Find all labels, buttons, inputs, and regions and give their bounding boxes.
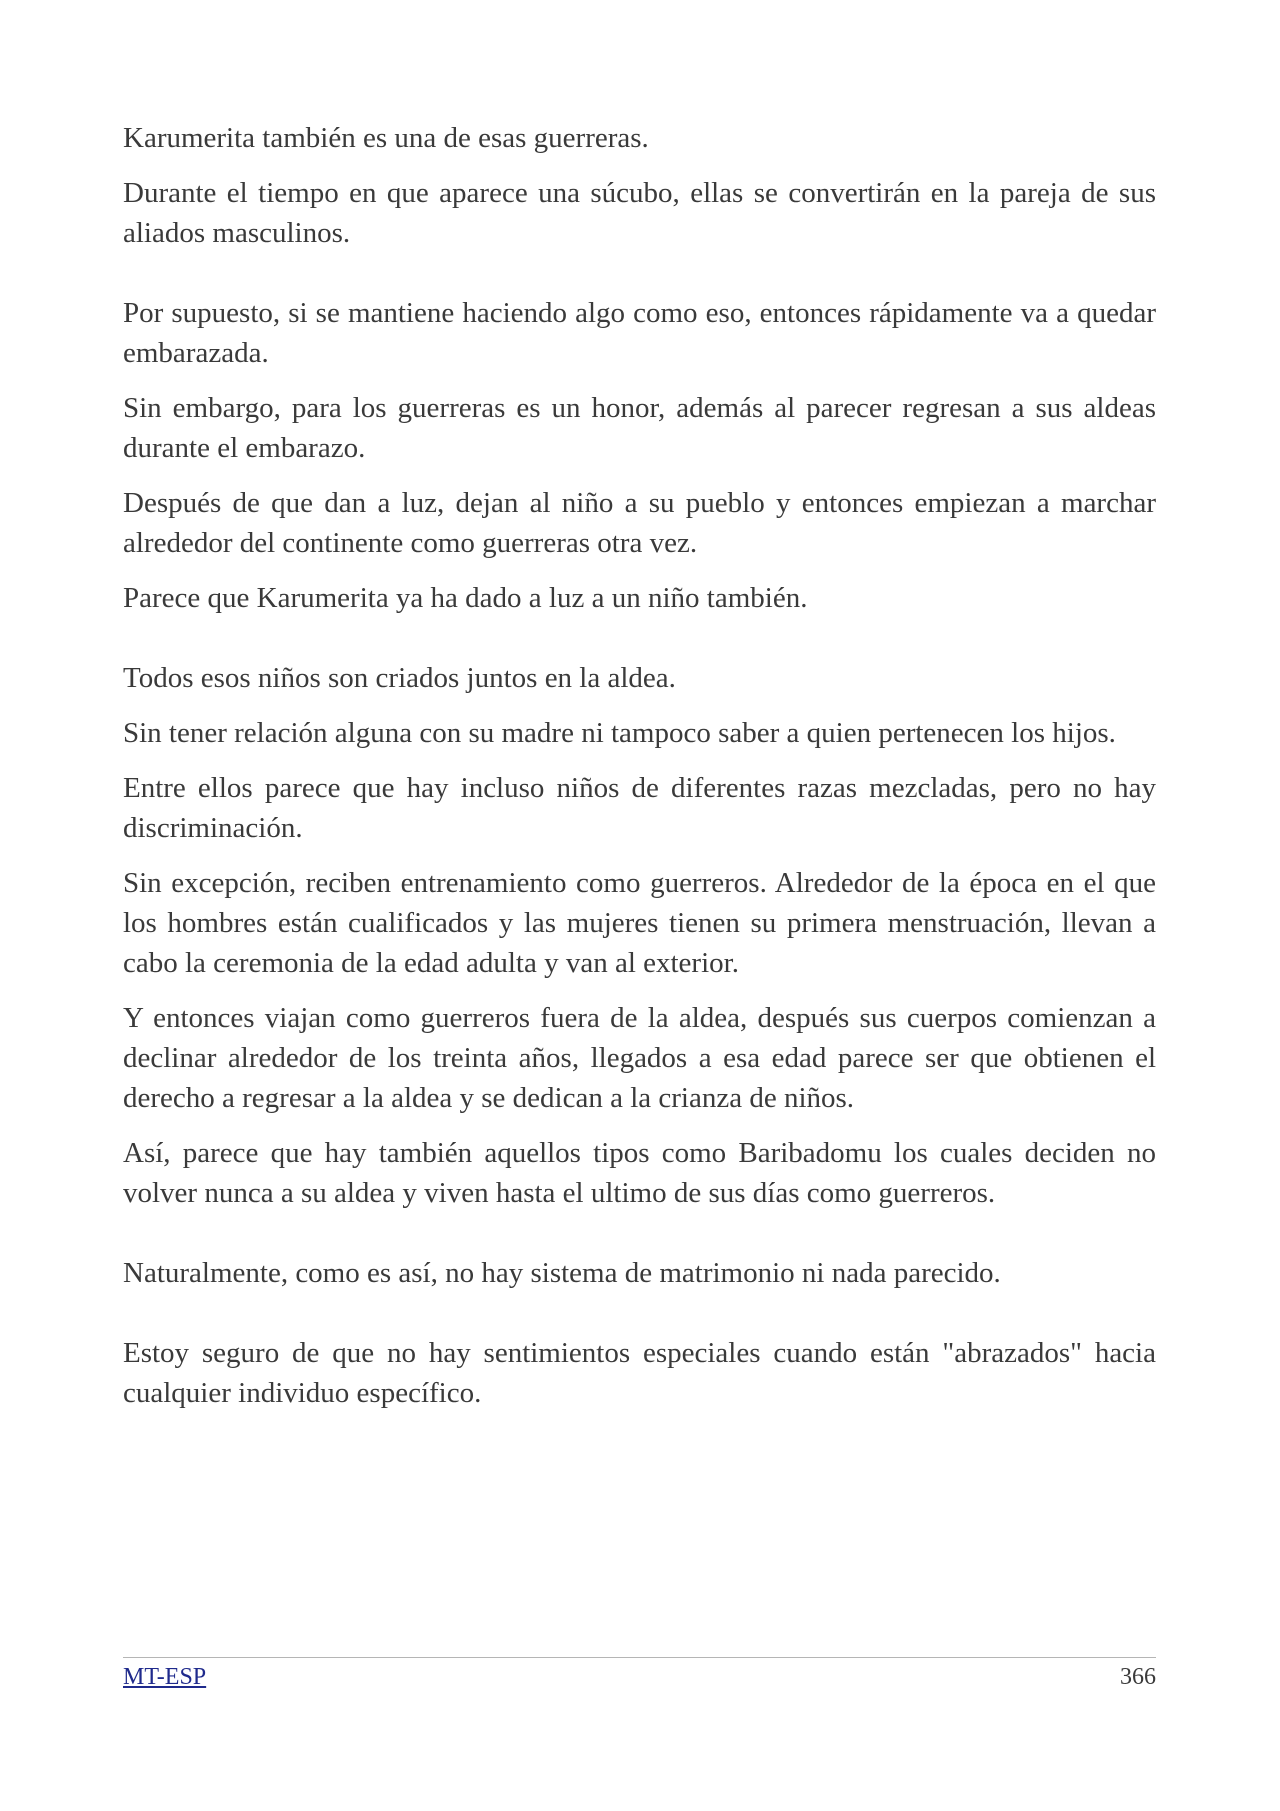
body-paragraph: Después de que dan a luz, dejan al niño a su pueblo y entonces empiezan a marchar alrededor del continente como guerreras otra vez. xyxy=(123,487,1156,559)
body-paragraph: Y entonces viajan como guerreros fuera de la aldea, después sus cuerpos comienzan a declinar alrededor de los treinta años, llegados a esa edad parece ser que obtienen el derecho a regresar a la aldea y se dedican a la crianza de niños. xyxy=(123,1002,1156,1114)
body-paragraph: Karumerita también es una de esas guerreras. xyxy=(123,122,649,154)
body-paragraph: Sin excepción, reciben entrenamiento como guerreros. Alrededor de la época en el que los hombres están cualificados y las mujeres tienen su primera menstruación, llevan a cabo la ceremonia de la edad adulta y van al exterior. xyxy=(123,867,1156,979)
body-paragraph: Durante el tiempo en que aparece una súcubo, ellas se convertirán en la pareja de sus aliados masculinos. xyxy=(123,177,1156,249)
body-paragraph: Así, parece que hay también aquellos tipos como Baribadomu los cuales deciden no volver nunca a su aldea y viven hasta el ultimo de sus días como guerreros. xyxy=(123,1137,1156,1209)
footer-link[interactable]: MT-ESP xyxy=(123,1664,207,1690)
body-paragraph: Parece que Karumerita ya ha dado a luz a un niño también. xyxy=(123,582,808,614)
body-paragraph: Naturalmente, como es así, no hay sistema de matrimonio ni nada parecido. xyxy=(123,1257,1001,1289)
page-body xyxy=(123,118,1156,1428)
body-paragraph: Entre ellos parece que hay incluso niños de diferentes razas mezcladas, pero no hay discriminación. xyxy=(123,772,1156,844)
body-paragraph: Sin embargo, para los guerreras es un honor, además al parecer regresan a sus aldeas durante el embarazo. xyxy=(123,392,1156,464)
body-paragraph: Por supuesto, si se mantiene haciendo algo como eso, entonces rápidamente va a quedar embarazada. xyxy=(123,297,1156,369)
body-paragraph: Sin tener relación alguna con su madre ni tampoco saber a quien pertenecen los hijos. xyxy=(123,717,1116,749)
body-paragraph: Todos esos niños son criados juntos en la aldea. xyxy=(123,662,676,694)
page-footer xyxy=(123,1657,1156,1692)
body-paragraph: Estoy seguro de que no hay sentimientos especiales cuando están "abrazados" hacia cualquier individuo específico. xyxy=(123,1337,1156,1409)
page-number: 366 xyxy=(1120,1664,1156,1690)
